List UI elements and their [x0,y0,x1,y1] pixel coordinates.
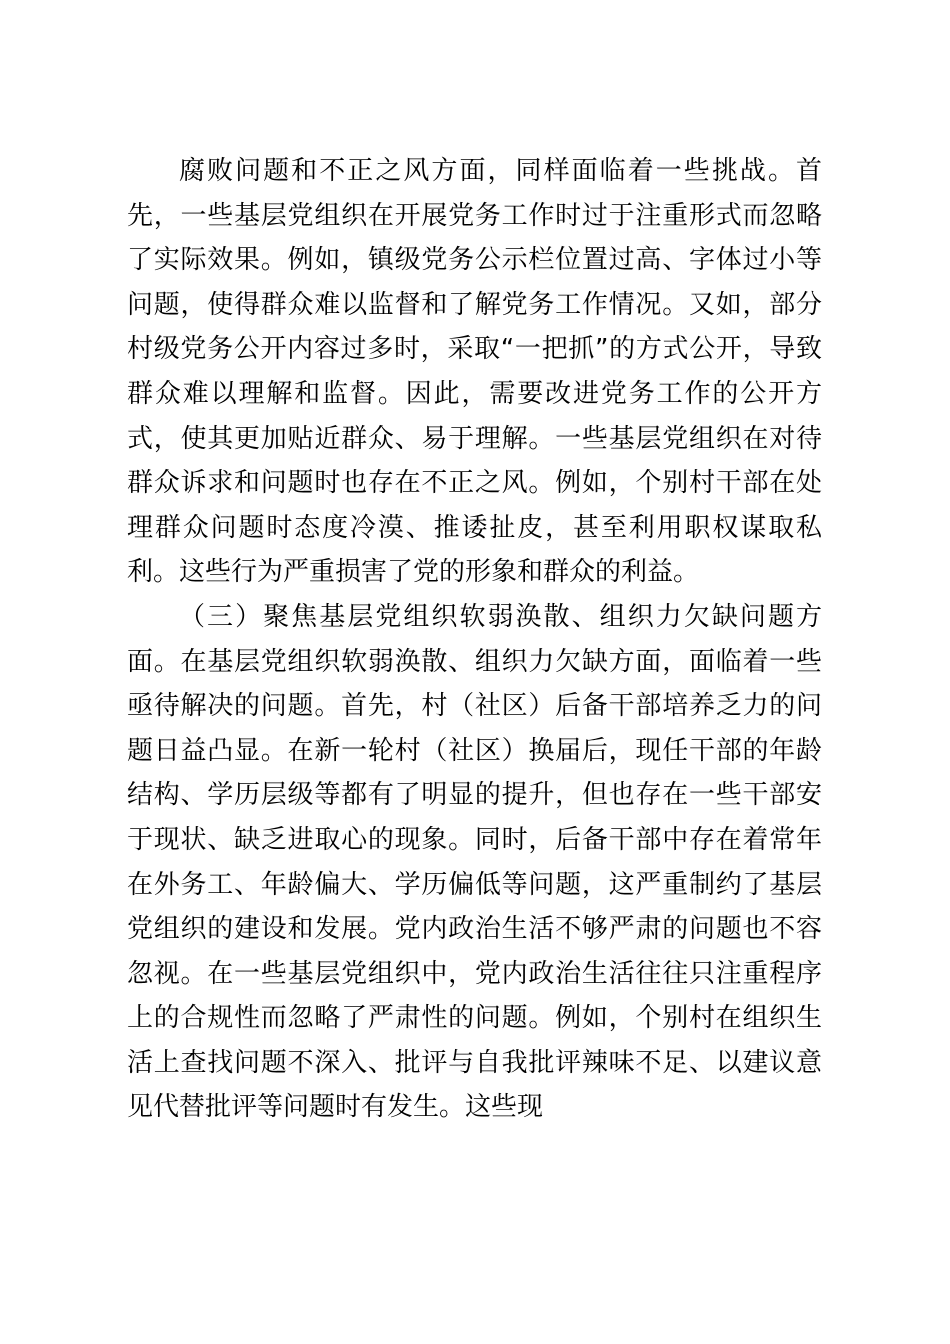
paragraph-weak-organizations: （三）聚焦基层党组织软弱涣散、组织力欠缺问题方面。在基层党组织软弱涣散、组织力欠缺方面，面临着一些亟待解决的问题。首先，村（社区）后备干部培养乏力的问题日益凸显。在新一轮村（社区）换届后，现任干部的年龄结构、学历层级等都有了明显的提升，但也存在一些干部安于现状、缺乏进取心的现象。同时，后备干部中存在着常年在外务工、年龄偏大、学历偏低等问题，这严重制约了基层党组织的建设和发展。党内政治生活不够严肃的问题也不容忽视。在一些基层党组织中，党内政治生活往往只注重程序上的合规性而忽略了严肃性的问题。例如，个别村在组织生活上查找问题不深入、批评与自我批评辣味不足、以建议意见代替批评等问题时有发生。这些现 [127,601,822,1123]
document-body [127,149,822,1130]
paragraph-corruption-issues: 腐败问题和不正之风方面，同样面临着一些挑战。首先，一些基层党组织在开展党务工作时过于注重形式而忽略了实际效果。例如，镇级党务公示栏位置过高、字体过小等问题，使得群众难以监督和了解党务工作情况。又如，部分村级党务公开内容过多时，采取“一把抓”的方式公开，导致群众难以理解和监督。因此，需要改进党务工作的公开方式，使其更加贴近群众、易于理解。一些基层党组织在对待群众诉求和问题时也存在不正之风。例如，个别村干部在处理群众问题时态度冷漠、推诿扯皮，甚至利用职权谋取私利。这些行为严重损害了党的形象和群众的利益。 [127,156,822,588]
